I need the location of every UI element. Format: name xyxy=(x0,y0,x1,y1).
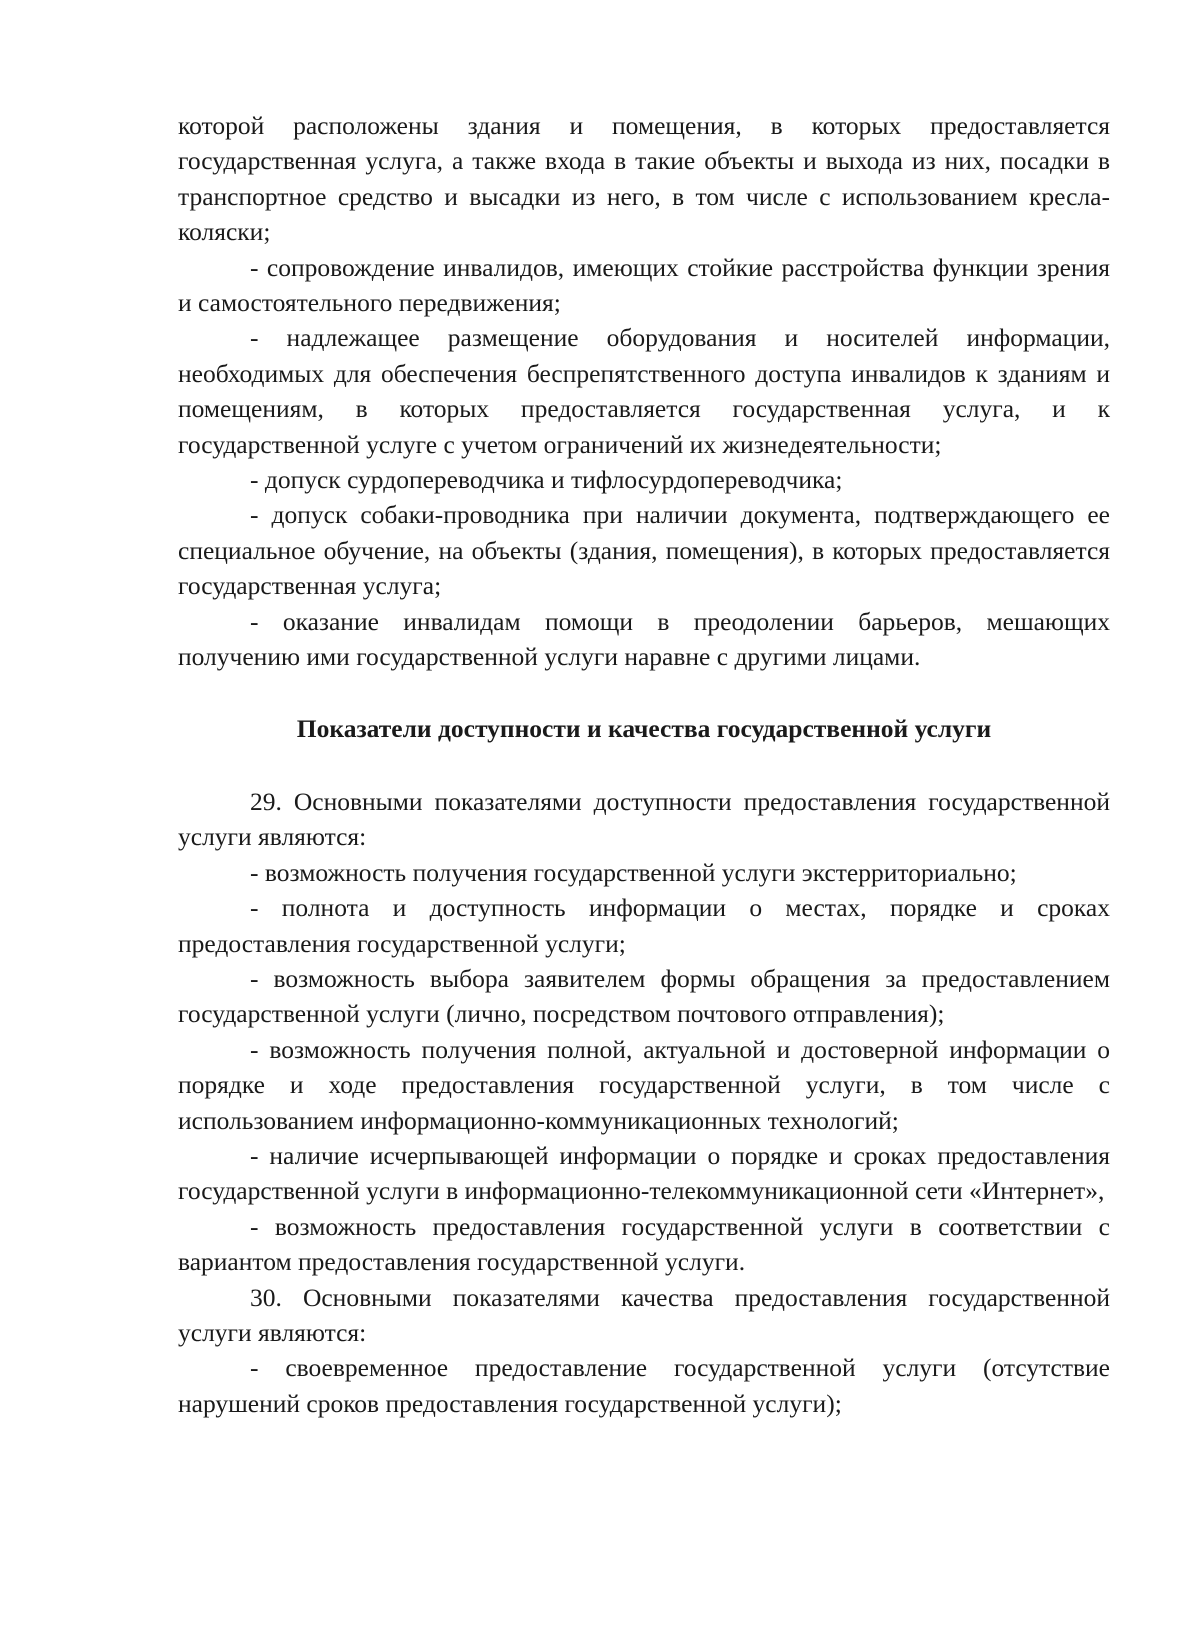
paragraph: - возможность выбора заявителем формы обращения за предоставлением государственной услуги (лично, посредством почтового отправления); xyxy=(178,963,1110,1029)
paragraph: - сопровождение инвалидов, имеющих стойкие расстройства функции зрения и самостоятельного передвижения; xyxy=(178,252,1110,318)
paragraph: - оказание инвалидам помощи в преодолении барьеров, мешающих получению ими государственной услуги наравне с другими лицами. xyxy=(178,606,1110,672)
paragraph: 29. Основными показателями доступности предоставления государственной услуги являются: xyxy=(178,786,1110,852)
paragraph: - надлежащее размещение оборудования и носителей информации, необходимых для обеспечения беспрепятственного доступа инвалидов к зданиям и помещениям, в которых предоставляется государственная услуга, и к государственной услуге с учетом ограничений их жизнедеятельности; xyxy=(178,323,1110,459)
paragraph: - полнота и доступность информации о местах, порядке и сроках предоставления государственной услуги; xyxy=(178,893,1110,958)
section-heading: Показатели доступности и качества государственной услуги xyxy=(296,713,992,743)
paragraph: - допуск собаки-проводника при наличии документа, подтверждающего ее специальное обучение, на объекты (здания, помещения), в которых предоставляется государственная услуга; xyxy=(178,500,1110,601)
paragraph: - допуск сурдопереводчика и тифлосурдопереводчика; xyxy=(250,465,843,495)
paragraph: - возможность получения государственной услуги экстерриториально; xyxy=(250,857,1017,887)
paragraph: 30. Основными показателями качества предоставления государственной услуги являются: xyxy=(178,1282,1110,1347)
paragraph: - наличие исчерпывающей информации о порядке и сроках предоставления государственной услуги в информационно-телекоммуникационной сети «Интернет», xyxy=(178,1140,1110,1206)
paragraph: - возможность получения полной, актуальной и достоверной информации о порядке и ходе предоставления государственной услуги, в том числе с использованием информационно-коммуникационных технологий; xyxy=(178,1034,1110,1135)
paragraph: которой расположены здания и помещения, в которых предоставляется государственная услуга, а также входа в такие объекты и выхода из них, посадки в транспортное средство и высадки из него, в том числе с использованием кресла-коляски; xyxy=(178,111,1110,247)
paragraph: - своевременное предоставление государственной услуги (отсутствие нарушений сроков предоставления государственной услуги); xyxy=(178,1353,1110,1418)
document-body xyxy=(178,108,1110,1421)
paragraph: - возможность предоставления государственной услуги в соответствии с вариантом предоставления государственной услуги. xyxy=(178,1211,1110,1277)
